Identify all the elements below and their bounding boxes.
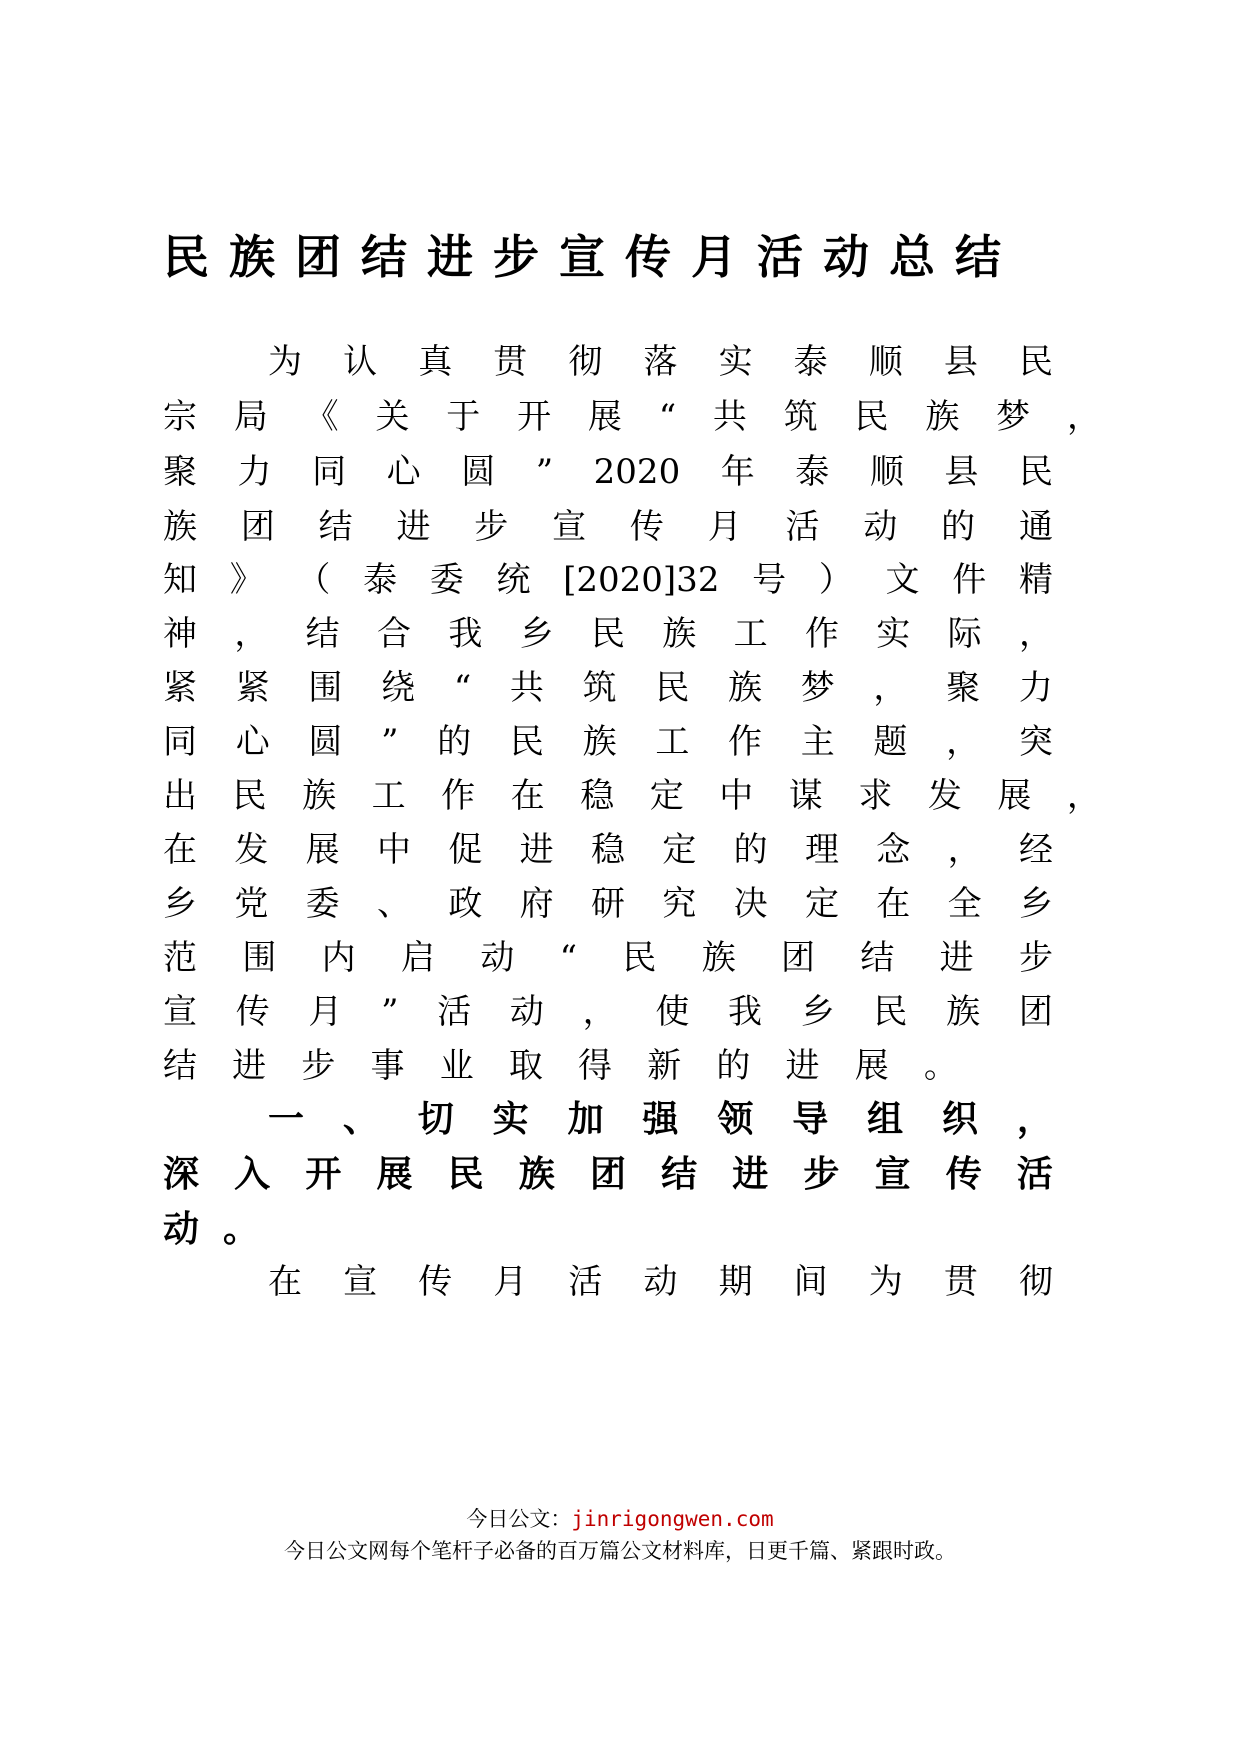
paragraph-line: 神 ， 结 合 我 乡 民 族 工 作 实 际 ， [163,614,1053,654]
paragraph-line: 在 发 展 中 促 进 稳 定 的 理 念 ， 经 [163,830,1053,870]
paragraph-line: 在 宣 传 月 活 动 期 间 为 贯 彻 [268,1262,1053,1302]
footer-site-line [0,1504,1240,1534]
paragraph-line: 宗 局 《 关 于 开 展 “ 共 筑 民 族 梦 ， [163,397,1101,437]
footer-site-link[interactable]: jinrigongwen.com [571,1507,774,1531]
paragraph-line: 同 心 圆 ” 的 民 族 工 作 主 题 ， 突 [163,722,1053,762]
paragraph-line: 宣 传 月 ” 活 动 ， 使 我 乡 民 族 团 [163,992,1053,1032]
paragraph-line: 结 进 步 事 业 取 得 新 的 进 展 。 [163,1046,958,1086]
paragraph-line: 紧 紧 围 绕 “ 共 筑 民 族 梦 ， 聚 力 [163,668,1053,708]
paragraph-line: 范 围 内 启 动 “ 民 族 团 结 进 步 [163,938,1053,978]
section-heading-line: 深 入 开 展 民 族 团 结 进 步 宣 传 活 [163,1154,1053,1195]
paragraph-line: 知 》 （ 泰 委 统 [2020]32 号 ） 文 件 精 [163,560,1053,600]
document-title: 民族团结进步宣传月活动总结 [163,230,1021,284]
paragraph-line: 乡 党 委 、 政 府 研 究 决 定 在 全 乡 [163,884,1053,924]
section-heading-line: 动 。 [163,1209,259,1250]
section-heading-line: 一 、 切 实 加 强 领 导 组 织 ， [268,1099,1053,1140]
paragraph-line: 出 民 族 工 作 在 稳 定 中 谋 求 发 展 ， [163,776,1101,816]
paragraph-line: 聚 力 同 心 圆 ” 2020 年 泰 顺 县 民 [163,452,1053,492]
footer-slogan: 今日公文网每个笔杆子必备的百万篇公文材料库，日更千篇、紧跟时政。 [284,1539,956,1563]
footer-site-prefix: 今日公文： [466,1507,572,1531]
paragraph-line: 为 认 真 贯 彻 落 实 泰 顺 县 民 [268,342,1053,382]
paragraph-line: 族 团 结 进 步 宣 传 月 活 动 的 通 [163,507,1053,547]
